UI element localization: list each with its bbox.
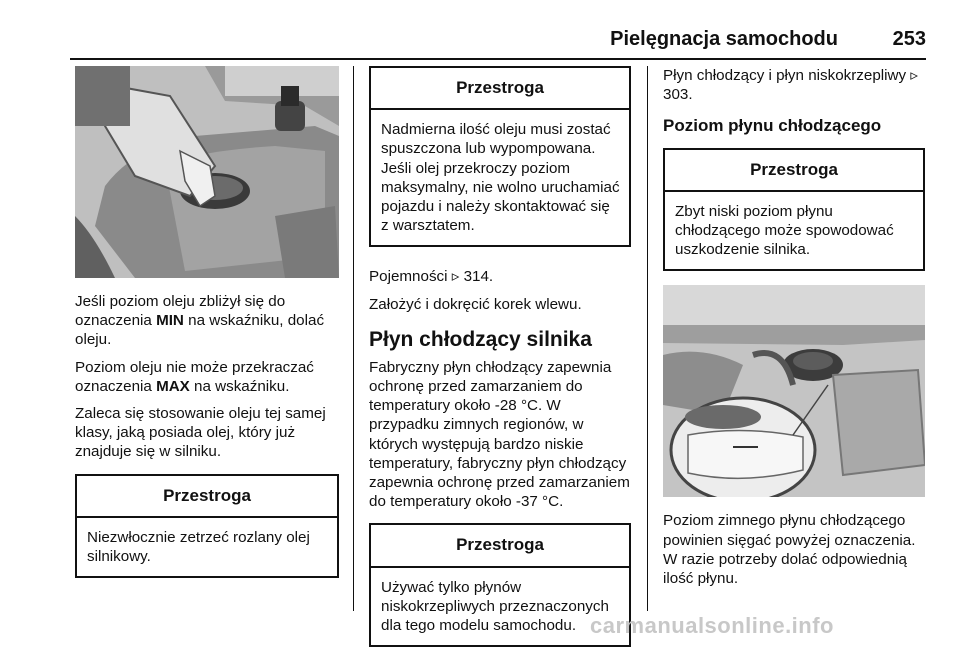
page-reference: 314. (463, 268, 494, 286)
text-run: Pojemności (369, 268, 452, 286)
subsection-heading: Poziom płynu chłodzącego (663, 116, 882, 136)
triangle-right-icon: ▹ (910, 67, 918, 84)
warning-title: Przestroga (371, 68, 629, 110)
text-run: Jeśli poziom oleju zbliżył się do oznaczenia (75, 293, 286, 330)
warning-title: Przestroga (665, 150, 923, 192)
warning-title: Przestroga (371, 525, 629, 567)
oil-max-paragraph (75, 358, 339, 396)
warning-body: Zbyt niski poziom płynu chłodzącego może spowodować uszkodzenie silnika. (675, 202, 894, 259)
text-run: Poziom oleju nie może przekraczać oznaczenia (75, 358, 314, 395)
capacities-reference (369, 267, 631, 286)
coolant-tank-photo (663, 285, 925, 497)
column-divider (647, 66, 648, 611)
text-run: na wskaźniku. (189, 377, 290, 395)
warning-box (663, 148, 925, 272)
text-run: Płyn chłodzący i płyn niskokrzepliwy (663, 67, 911, 84)
warning-title: Przestroga (77, 476, 337, 518)
coolant-paragraph: Fabryczny płyn chłodzący zapewnia ochronę przed zamarzaniem do temperatury około -28 °C. W przypadku zimnych regionów, w których występują bardzo niskie temperatury, fabryczny płyn chłodzący zapewnia ochronę przed zamarzaniem do temperatury około -37 °C. (369, 358, 630, 511)
coolant-level-paragraph: Poziom zimnego płynu chłodzącego powinien sięgać powyżej oznaczenia. W razie potrzeby dolać odpowiednią ilość płynu. (663, 512, 916, 588)
page-title: Pielęgnacja samochodu (610, 28, 838, 50)
warning-body: Niezwłocznie zetrzeć rozlany olej silnikowy. (87, 528, 310, 566)
column-divider (353, 66, 354, 611)
warning-body: Używać tylko płynów niskokrzepliwych przeznaczonych dla tego modelu samochodu. (381, 578, 609, 635)
watermark: carmanualsonline.info (590, 613, 834, 638)
min-mark: MIN (156, 312, 184, 330)
column-left (75, 66, 339, 592)
oil-min-paragraph (75, 292, 339, 350)
warning-body: Nadmierna ilość oleju musi zostać spuszczona lub wypompowana. Jeśli olej przekroczy poziom maksymalny, nie wolno uruchamiać pojazdu i należy skontaktować się z warsztatem. (381, 121, 620, 235)
page-reference: 303. (663, 86, 693, 104)
warning-box (369, 66, 631, 247)
triangle-right-icon: ▹ (451, 268, 460, 286)
page-header (70, 18, 926, 60)
coolant-reference (663, 66, 925, 104)
warning-box (75, 474, 339, 579)
column-right (663, 66, 925, 596)
section-heading: Płyn chłodzący silnika (369, 327, 592, 351)
max-mark: MAX (156, 377, 190, 395)
page-number: 253 (892, 28, 926, 50)
oil-filling-photo (75, 66, 339, 278)
oil-class-paragraph: Zaleca się stosowanie oleju tej samej klasy, jaką posiada olej, który już znajduje się w silniku. (75, 405, 326, 461)
column-middle (369, 66, 631, 661)
text-run: na wskaźniku, dolać oleju. (75, 312, 325, 349)
tighten-cap-paragraph: Założyć i dokręcić korek wlewu. (369, 295, 582, 313)
